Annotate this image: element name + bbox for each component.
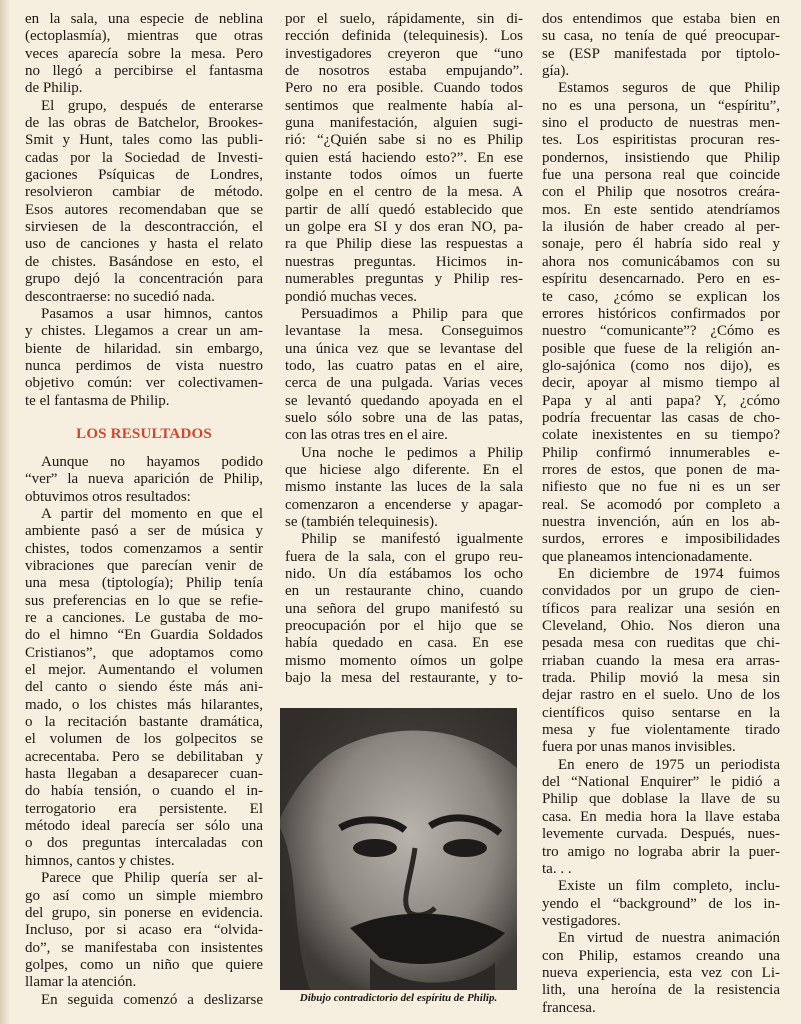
text-line: una señora del grupo manifestó su (285, 600, 523, 617)
text-line: en la sala, una especie de neblina (25, 11, 263, 27)
text-line: levantase la mesa. Conseguimos (285, 323, 523, 340)
text-line: mismo instante las luces de la sala (285, 479, 523, 496)
text-line: En virtud de nuestra animación (558, 930, 780, 947)
text-line: del grupo, sin ponerse en evidencia. (25, 904, 263, 921)
text-line: mismo momento oímos un golpe (285, 652, 523, 669)
text-line: veces aparecía sobre la mesa. Pero (25, 45, 263, 62)
text-line: errores históricos confirmados por (542, 305, 780, 322)
text-line: francesa. (542, 999, 596, 1016)
text-line: por el suelo, rápidamente, sin di- (285, 11, 523, 27)
text-line: mado, o los chistes más hilarantes, (25, 696, 263, 713)
text-line: te el fantasma de Philip. (25, 392, 170, 409)
text-line: de nosotros estaba empujando”. (285, 63, 523, 80)
text-line: rrores de estos, que ponen de ma- (542, 461, 780, 478)
text-line: nifiesto que no fue ni es un ser (542, 479, 780, 496)
text-line: Estamos seguros de que Philip (558, 80, 780, 97)
sketch-portrait-icon (280, 708, 517, 990)
text-line: vestigadores. (542, 912, 621, 929)
text-line: acrecentaba. Pero se debilitaban y (25, 748, 263, 765)
paragraph (25, 454, 263, 506)
text-line: chistes, todos comenzamos a sentir (25, 540, 263, 557)
article-column-1 (25, 11, 263, 1009)
text-line: grupo dejó la concentración para (25, 271, 263, 288)
section-heading: LOS RESULTADOS (76, 425, 212, 442)
text-line: surdos, errores e imposibilidades (542, 531, 780, 548)
text-line: con el Philip que nosotros creára- (542, 184, 780, 201)
text-line: pesada mesa con rueditas que chi- (542, 635, 780, 652)
paragraph (25, 98, 263, 306)
text-line: nueva experiencia, esta vez con Li- (542, 964, 780, 981)
text-line: el mejor. Aumentando el volumen (25, 662, 263, 679)
text-line: se (ESP manifestada por tiptolo- (542, 45, 780, 62)
text-line: había quedado en casa. En ese (285, 635, 523, 652)
text-line: sirviesen de la descontracción, el (25, 219, 263, 236)
text-line: golpe en el centro de la mesa. A (285, 184, 523, 201)
text-line: Cristianos”, que adoptamos como (25, 644, 263, 661)
text-line: de chistes. Basándose en esto, el (25, 253, 263, 270)
text-line: científicos quiso sentarse en la (542, 704, 780, 721)
text-line: lith, una heroína de la resistencia (542, 982, 780, 999)
text-line: colate inexistentes en su tiempo? (542, 427, 780, 444)
text-line: comenzaron a encenderse y apagar- (285, 496, 523, 513)
text-line: método ideal parecía ser sólo una (25, 818, 263, 835)
text-line: todo, las cuatro patas en el aire, (285, 357, 523, 374)
text-line: biente de hilaridad. sin embargo, (25, 340, 263, 357)
text-line: Incluso, por si acaso era “olvida- (25, 922, 263, 939)
text-line: obtuvimos otros resultados: (25, 488, 191, 505)
text-line: golpes, como un niño que quiere (25, 956, 263, 973)
text-line: vibraciones que parecían venir de (25, 557, 263, 574)
paragraph (25, 11, 263, 98)
paragraph (285, 531, 523, 687)
text-line: y chistes. Llegamos a crear un am- (25, 323, 263, 340)
text-line: de Philip. (25, 80, 83, 97)
text-line: con Philip, estamos creando una (542, 947, 780, 964)
text-line: su casa, no tenía de qué preocupar- (542, 28, 780, 45)
philip-sketch-image (280, 708, 517, 990)
text-line: llamar la atención. (25, 974, 137, 991)
text-line: En diciembre de 1974 fuimos (558, 566, 780, 582)
text-line: investigadores creyeron que “uno (285, 45, 523, 62)
text-line: en un restaurante chino, cuando (285, 583, 523, 600)
text-line: o la recitación bastante dramática, (25, 714, 263, 731)
paragraph (542, 878, 780, 930)
text-line: descontraerse: no sucedió nada. (25, 288, 215, 305)
text-line: En enero de 1975 un periodista (558, 756, 780, 773)
text-line: te caso, ¿cómo se explican los (542, 288, 780, 305)
text-line: del “National Enquirer” le pidió a (542, 774, 780, 791)
text-line: sino el producto de nuestras men- (542, 115, 780, 132)
text-line: terrogatorio era persistente. El (25, 800, 263, 817)
text-line: rió: “¿Quién sabe si no es Philip (285, 132, 523, 149)
paragraph (285, 445, 523, 532)
text-line: “ver” la nueva aparición de Philip, (25, 471, 263, 488)
text-line: no llegó a percibirse el fantasma (25, 63, 263, 80)
text-line: o dos preguntas intercaladas con (25, 835, 263, 852)
text-line: el volumen de los golpecitos se (25, 731, 263, 748)
figure-caption: Dibujo contradictorio del espíritu de Philip. (299, 992, 498, 1004)
text-line: sonaje, pero él habría sido real y (542, 236, 780, 253)
text-line: resolvieron cambiar de método. (25, 184, 263, 201)
text-line: espíritu desencarnado. Pero en es- (542, 271, 780, 288)
text-line: numerables preguntas y Philip res- (285, 271, 523, 288)
text-line: levemente curvada. Después, nues- (542, 826, 780, 843)
paragraph (25, 992, 263, 1009)
text-line: pondió muchas veces. (285, 288, 418, 305)
text-line: himnos, cantos y chistes. (25, 852, 175, 869)
text-line: Pero no era posible. Cuando todos (285, 80, 523, 97)
text-line: se (también telequinesis). (285, 513, 438, 530)
text-line: Aunque no hayamos podido (41, 453, 263, 470)
text-line: real. Se acomodó por completo a (542, 496, 780, 513)
text-line: ra que Philip diese las respuestas a (285, 236, 523, 253)
text-line: Philip que doblase la llave de su (542, 791, 780, 808)
paragraph (542, 566, 780, 757)
text-line: Existe un film completo, inclu- (558, 878, 780, 895)
paragraph (285, 306, 523, 445)
paragraph (542, 757, 780, 878)
text-line: rriaban cuando la mesa era arras- (542, 652, 780, 669)
text-line: podría frecuentar las casas de cho- (542, 409, 780, 426)
text-line: Parece que Philip quería ser al- (41, 870, 263, 887)
text-line: que hiciese algo diferente. En el (285, 461, 523, 478)
text-line: Philip se manifestó igualmente (301, 531, 523, 548)
text-line: casa. En media hora la llave estaba (542, 808, 780, 825)
text-line: objetivo común: ver colectivamen- (25, 375, 263, 392)
text-line: uso de canciones y hasta el relato (25, 236, 263, 253)
text-line: Una noche le pedimos a Philip (301, 444, 523, 461)
text-line: go así como un simple miembro (25, 887, 263, 904)
text-line: trada. Philip movió la mesa sin (542, 670, 780, 687)
text-line: glo-sajónica (como nos dijo), es (542, 357, 780, 374)
text-line: do había tensión, o cuando el in- (25, 783, 263, 800)
text-line: A partir del momento en que el (41, 505, 263, 522)
text-line: cadas por la Sociedad de Investi- (25, 149, 263, 166)
text-line: (ectoplasmía), mientras que otras (25, 28, 263, 45)
text-line: instante todos oímos un fuerte (285, 167, 523, 184)
text-line: Cleveland, Ohio. Nos dieron una (542, 618, 780, 635)
text-line: preocupación por el hijo que se (285, 618, 523, 635)
text-line: del canto o siendo éste más ani- (25, 679, 263, 696)
text-line: Esos autores recomendaban que se (25, 201, 263, 218)
text-line: partir de allí quedó establecido que (285, 201, 523, 218)
article-column-2 (285, 11, 523, 687)
text-line: Persuadimos a Philip para que (301, 305, 523, 322)
text-line: ta. . . (542, 860, 572, 877)
text-line: que planeamos intencionadamente. (542, 548, 753, 565)
text-line: mos. En este sentido atendríamos (542, 201, 780, 218)
paragraph (542, 80, 780, 566)
text-line: ahora nos comunicábamos con su (542, 253, 780, 270)
text-line: guna manifestación, alguien sugi- (285, 115, 523, 132)
text-line: fue una persona real que coincide (542, 167, 780, 184)
text-line: Philip confirmó innumerables e- (542, 444, 780, 461)
text-line: En seguida comenzó a deslizarse (41, 991, 263, 1008)
text-line: suelo sólo sobre una de las patas, (285, 409, 523, 426)
text-line: cerca de una pulgada. Varias veces (285, 375, 523, 392)
text-line: Papa y al anti papa? Y, ¿cómo (542, 392, 780, 409)
text-line: una mesa (tiptología); Philip tenía (25, 575, 263, 592)
text-line: do el himno “En Guardia Soldados (25, 627, 263, 644)
text-line: no es una persona, un “espíritu”, (542, 97, 780, 114)
text-line: do”, se manifestaba con insistentes (25, 939, 263, 956)
paragraph (25, 870, 263, 991)
text-line: con las otras tres en el aire. (285, 427, 448, 444)
paragraph (25, 506, 263, 870)
text-line: nuestro “comunicante”? ¿Cómo es (542, 323, 780, 340)
text-line: sus preferencias en lo que se refie- (25, 592, 263, 609)
text-line: dejar rastro en el suelo. Uno de los (542, 687, 780, 704)
text-line: gía). (542, 63, 570, 80)
paragraph (25, 306, 263, 410)
text-line: la ilusión de haber creado al per- (542, 219, 780, 236)
text-line: Pasamos a usar himnos, cantos (41, 305, 263, 322)
text-line: ambiente pasó a ser de música y (25, 523, 263, 540)
text-line: una única vez que se levantase del (285, 340, 523, 357)
text-line: fuera de la sala, con el grupo reu- (285, 548, 523, 565)
text-line: hasta llegaban a desaparecer cuan- (25, 766, 263, 783)
text-line: mesa y fue violentamente tirado (542, 722, 780, 739)
text-line: decir, apoyar al mismo tiempo al (542, 375, 780, 392)
page-edge-shadow (0, 0, 10, 1024)
text-line: tro amigo no lograba abrir la puer- (542, 843, 780, 860)
text-line: nido. Un día estábamos los ocho (285, 566, 523, 582)
text-line: tíficos para realizar una sesión en (542, 600, 780, 617)
text-line: dos entendimos que estaba bien en (542, 11, 780, 27)
text-line: pondernos, insistiendo que Philip (542, 149, 780, 166)
text-line: gaciones Psíquicas de Londres, (25, 167, 263, 184)
article-column-3 (542, 11, 780, 1017)
paragraph (542, 11, 780, 80)
text-line: rección definida (telequinesis). Los (285, 28, 523, 45)
text-line: convidados por un grupo de cien- (542, 583, 780, 600)
text-line: bajo la mesa del restaurante, y to- (285, 670, 523, 687)
text-line: se levantó quedando apoyada en el (285, 392, 523, 409)
text-line: Smit y Hunt, tales como las publi- (25, 132, 263, 149)
text-line: El grupo, después de enterarse (41, 97, 263, 114)
paragraph (285, 11, 523, 306)
paragraph (542, 930, 780, 1017)
text-line: re a canciones. Le gustaba de mo- (25, 610, 263, 626)
text-line: quien está haciendo esto?”. En ese (285, 149, 523, 166)
text-line: de las obras de Batchelor, Brookes- (25, 115, 263, 132)
text-line: nuestra invención, aún en los ab- (542, 513, 780, 530)
text-line: nuestras preguntas. Hicimos in- (285, 253, 523, 270)
text-line: nunca perdimos de vista nuestro (25, 357, 263, 374)
text-line: sentimos que realmente había al- (285, 97, 523, 114)
text-line: un golpe era SI y dos eran NO, pa- (285, 219, 523, 236)
text-line: fuera por unas manos invisibles. (542, 739, 736, 756)
text-line: yendo el “background” de los in- (542, 895, 780, 912)
text-line: tes. Los espiritistas procuran res- (542, 132, 780, 149)
text-line: posible que fuese de la religión an- (542, 340, 780, 357)
